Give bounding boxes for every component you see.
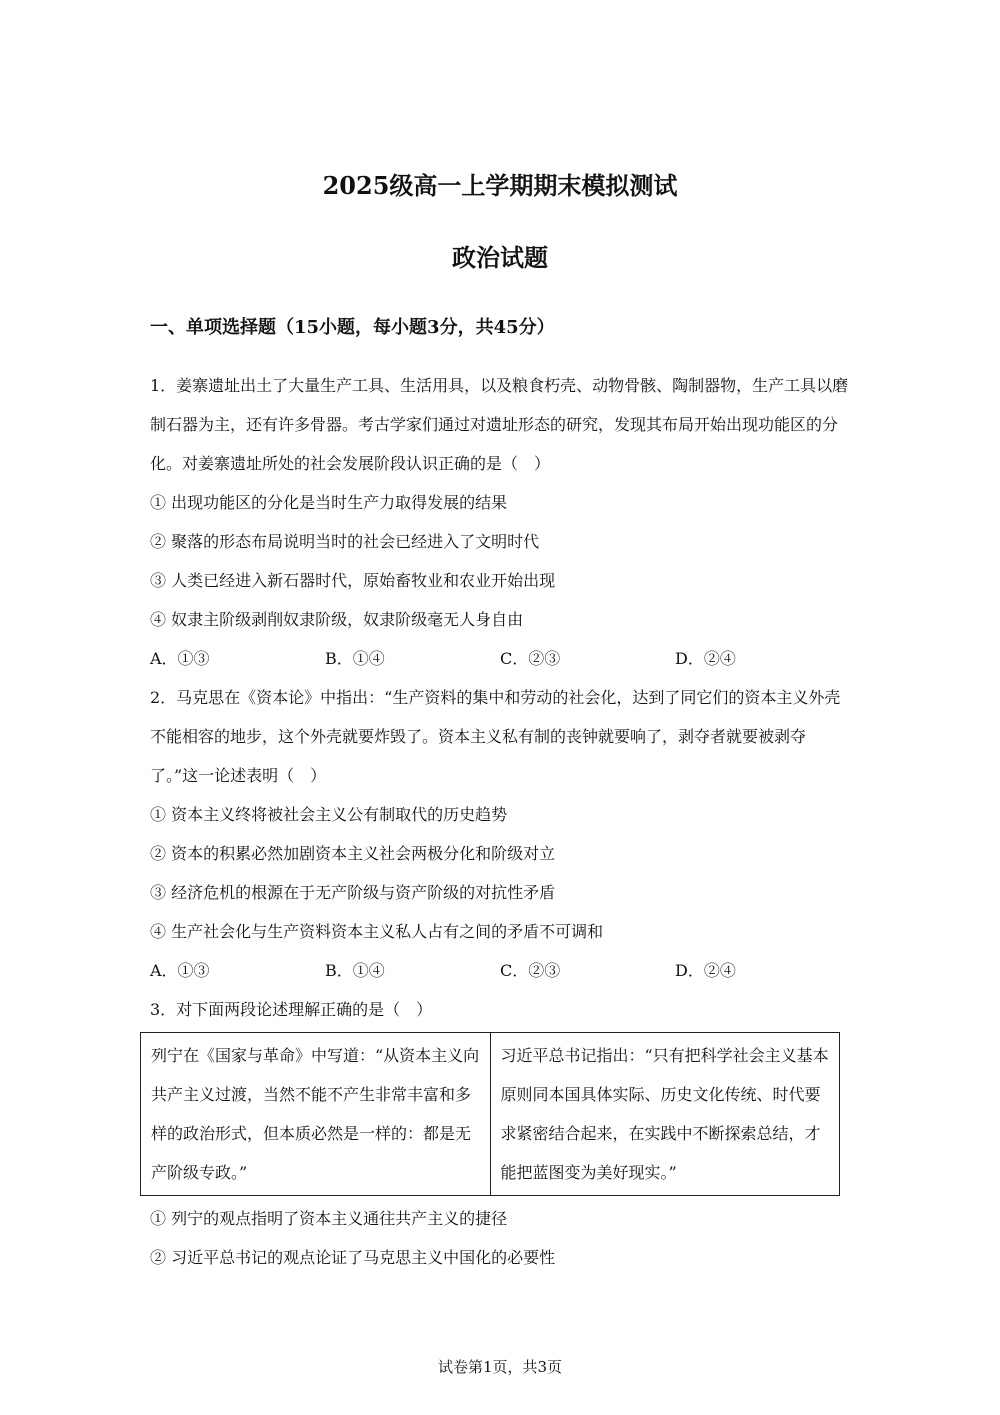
section-title: 一、单项选择题（15小题，每小题3分，共45分） <box>150 317 555 338</box>
statement-item: ② 习近平总书记的观点论证了马克思主义中国化的必要性 <box>150 1248 556 1267</box>
option-b[interactable]: B．①④ <box>325 649 385 668</box>
statement-item: ④ 奴隶主阶级剥削奴隶阶级，奴隶阶级毫无人身自由 <box>150 610 524 629</box>
statement-item: ④ 生产社会化与生产资料资本主义私人占有之间的矛盾不可调和 <box>150 922 604 941</box>
question-3 <box>150 990 850 1277</box>
answer-options <box>150 639 850 678</box>
option-c[interactable]: C．②③ <box>500 961 561 980</box>
question-2 <box>150 678 850 990</box>
questions-area <box>150 366 850 1277</box>
quote-lenin: 列宁在《国家与革命》中写道：“从资本主义向共产主义过渡，当然不能不产生非常丰富和多样的政治形式，但本质必然是一样的：都是无产阶级专政。” <box>141 1033 491 1196</box>
question-stem: 3．对下面两段论述理解正确的是（ ） <box>150 1000 433 1019</box>
option-a[interactable]: A．①③ <box>150 649 210 668</box>
statement-item: ① 出现功能区的分化是当时生产力取得发展的结果 <box>150 493 508 512</box>
option-d[interactable]: D．②④ <box>675 649 736 668</box>
question-stem: 1．姜寨遗址出土了大量生产工具、生活用具，以及粮食朽壳、动物骨骸、陶制器物，生产工具以磨制石器为主，还有许多骨器。考古学家们通过对遗址形态的研究，发现其布局开始出现功能区的分化。对姜寨遗址所处的社会发展阶段认识正确的是（ ） <box>150 376 849 473</box>
statement-item: ① 列宁的观点指明了资本主义通往共产主义的捷径 <box>150 1209 508 1228</box>
statement-item: ① 资本主义终将被社会主义公有制取代的历史趋势 <box>150 805 508 824</box>
statement-item: ③ 经济危机的根源在于无产阶级与资产阶级的对抗性矛盾 <box>150 883 556 902</box>
option-b[interactable]: B．①④ <box>325 961 385 980</box>
option-a[interactable]: A．①③ <box>150 961 210 980</box>
option-c[interactable]: C．②③ <box>500 649 561 668</box>
question-stem: 2．马克思在《资本论》中指出：“生产资料的集中和劳动的社会化，达到了同它们的资本主义外壳不能相容的地步，这个外壳就要炸毁了。资本主义私有制的丧钟就要响了，剥夺者就要被剥夺了。”这一论述表明（ ） <box>150 688 841 785</box>
exam-title: 2025级高一上学期期末模拟测试 <box>322 171 678 200</box>
exam-subtitle: 政治试题 <box>452 243 548 272</box>
page-footer: 试卷第1页，共3页 <box>437 1358 563 1376</box>
statement-item: ② 聚落的形态布局说明当时的社会已经进入了文明时代 <box>150 532 540 551</box>
quote-xi: 习近平总书记指出：“只有把科学社会主义基本原则同本国具体实际、历史文化传统、时代要求紧密结合起来，在实践中不断探索总结，才能把蓝图变为美好现实。” <box>490 1033 840 1196</box>
option-d[interactable]: D．②④ <box>675 961 736 980</box>
statement-item: ② 资本的积累必然加剧资本主义社会两极分化和阶级对立 <box>150 844 556 863</box>
quote-table <box>140 1032 840 1196</box>
answer-options <box>150 951 850 990</box>
question-1 <box>150 366 850 678</box>
statement-item: ③ 人类已经进入新石器时代，原始畜牧业和农业开始出现 <box>150 571 556 590</box>
